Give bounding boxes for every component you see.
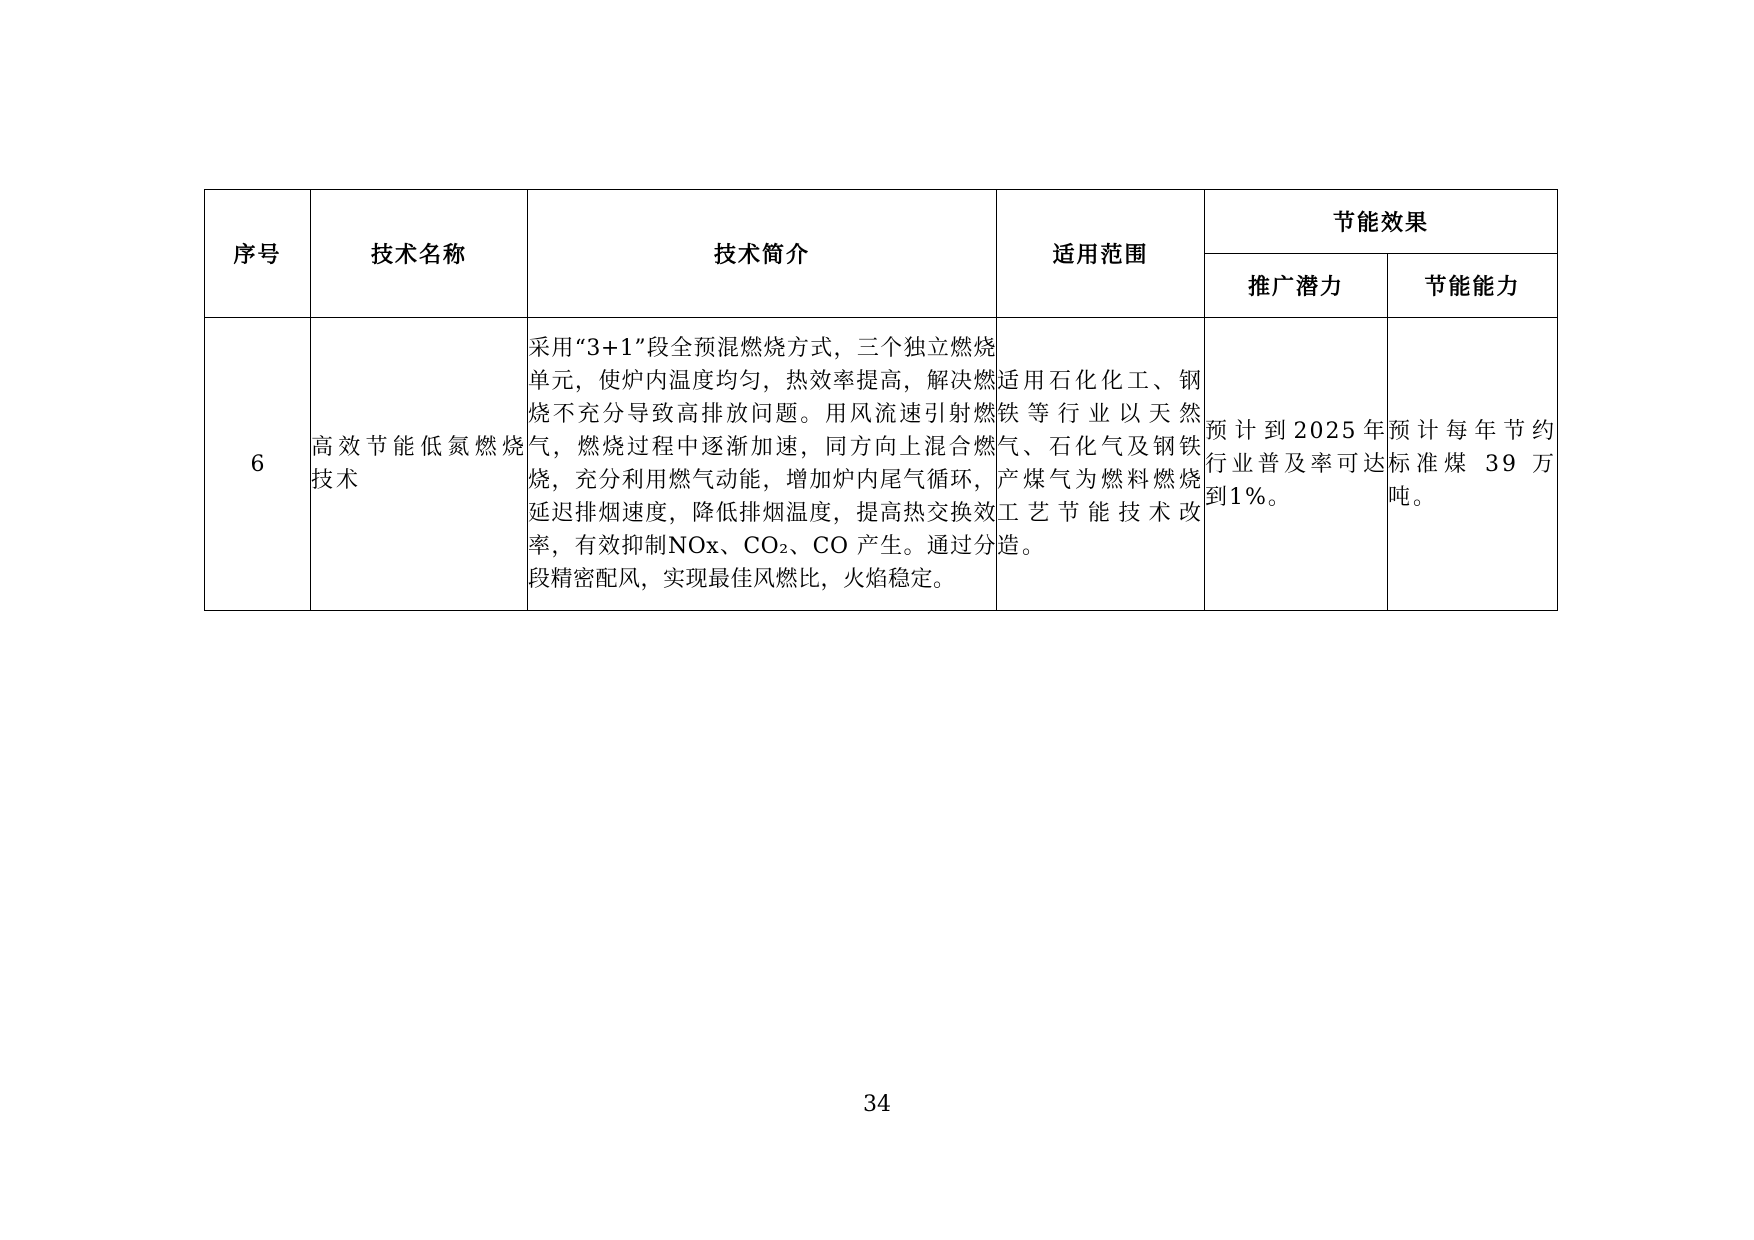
header-potential: 推广潜力 [1205,254,1388,318]
cell-seq: 6 [205,318,311,611]
header-name: 技术名称 [311,190,528,318]
header-effect: 节能效果 [1205,190,1558,254]
header-scope: 适用范围 [997,190,1205,318]
table-row [205,318,1558,611]
cell-capacity: 预计每年节约标准煤 39 万吨。 [1388,318,1558,611]
header-capacity: 节能能力 [1388,254,1558,318]
cell-description: 采用“3+1”段全预混燃烧方式，三个独立燃烧单元，使炉内温度均匀，热效率提高，解决燃烧不充分导致高排放问题。用风流速引射燃气，燃烧过程中逐渐加速，同方向上混合燃烧，充分利用燃气动能，增加炉内尾气循环，延迟排烟速度，降低排烟温度，提高热交换效率，有效抑制NOx、CO₂、CO 产生。通过分段精密配风，实现最佳风燃比，火焰稳定。 [528,318,997,611]
cell-scope: 适用石化化工、钢铁等行业以天然气、石化气及钢铁产煤气为燃料燃烧工艺节能技术改造。 [997,318,1205,611]
header-seq: 序号 [205,190,311,318]
cell-potential: 预计到2025年行业普及率可达到1%。 [1205,318,1388,611]
technology-table [204,189,1558,611]
header-description: 技术简介 [528,190,997,318]
cell-name: 高效节能低氮燃烧技术 [311,318,528,611]
page-number: 34 [863,1092,891,1117]
